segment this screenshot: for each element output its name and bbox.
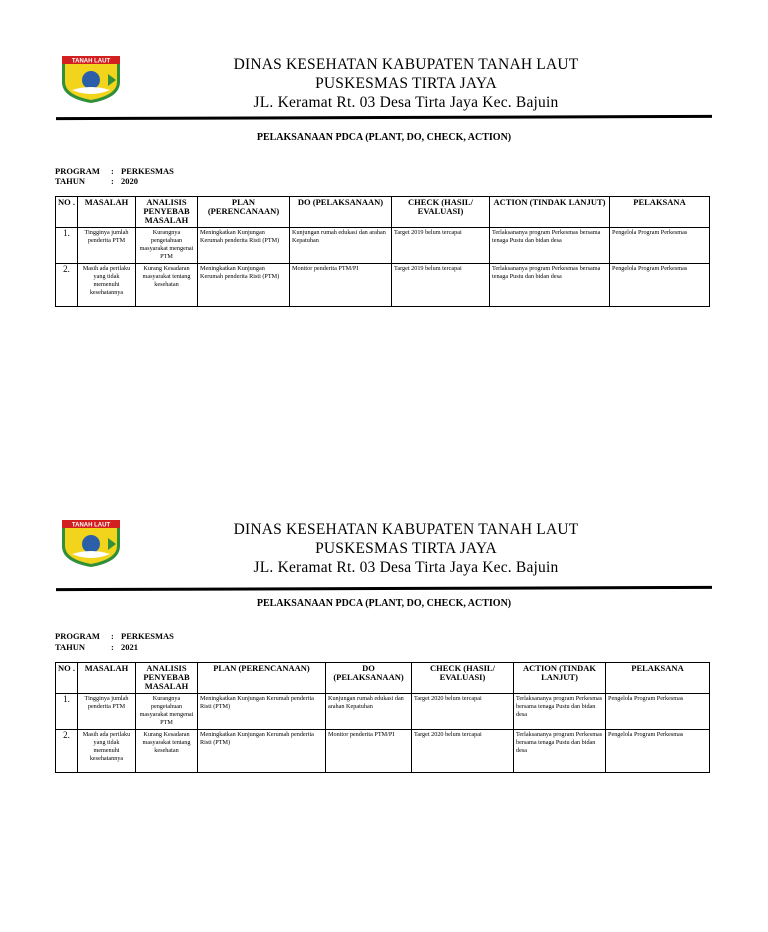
table-header-row [56,663,710,694]
col-do: DO (PELAKSANAAN) [290,197,392,228]
col-masalah: MASALAH [78,663,136,694]
address: JL. Keramat Rt. 03 Desa Tirta Jaya Kec. Bajuin [253,559,559,576]
agency-name: DINAS KESEHATAN KABUPATEN TANAH LAUT [233,521,579,538]
col-analisis: ANALISIS PENYEBAB MASALAH [136,197,198,228]
col-masalah: MASALAH [78,197,136,228]
col-do: DO (PELAKSANAAN) [326,663,412,694]
col-pelaksana: PELAKSANA [610,197,710,228]
tahun-row: TAHUN : 2020 [55,176,138,186]
col-plan: PLAN (PERENCANAAN) [198,197,290,228]
svg-text:TANAH LAUT: TANAH LAUT [71,58,111,65]
program-row: PROGRAM : PERKESMAS [55,166,174,176]
col-check: CHECK (HASIL/ EVALUASI) [392,197,490,228]
col-no: NO . [56,197,78,228]
tahun-row: TAHUN : 2021 [55,642,138,652]
table-row: 2. Masih ada perilaku yang tidak memenuhi kesehatannya Kurang Kesadaran masyarakat tentang kesehatan Meningkatkan Kunjungan Kerumah penderita Risti (PTM) Monitor penderita PTM/PI Target 2019 belum tercapai Terlaksananya program Perkesmas bersama tenaga Pustu dan bidan desa Pengelola Program Perkesmas [56,264,710,307]
address: JL. Keramat Rt. 03 Desa Tirta Jaya Kec. Bajuin [253,94,559,111]
program-row: PROGRAM : PERKESMAS [55,631,174,641]
doc-title: PELAKSANAAN PDCA (PLANT, DO, CHECK, ACTION) [256,132,512,143]
pdca-table [55,196,710,307]
header-rule [56,586,712,591]
col-plan: PLAN (PERENCANAAN) [198,663,326,694]
col-check: CHECK (HASIL/ EVALUASI) [412,663,514,694]
puskesmas-name: PUSKESMAS TIRTA JAYA [315,75,497,92]
col-analisis: ANALISIS PENYEBAB MASALAH [136,663,198,694]
doc-title: PELAKSANAAN PDCA (PLANT, DO, CHECK, ACTION) [256,598,512,609]
svg-text:TANAH LAUT: TANAH LAUT [71,522,111,529]
col-action: ACTION (TINDAK LANJUT) [514,663,606,694]
document-page-2021 [0,466,768,932]
col-no: NO . [56,663,78,694]
agency-name: DINAS KESEHATAN KABUPATEN TANAH LAUT [233,56,579,73]
header-rule [56,115,712,120]
pdca-table [55,662,710,773]
col-action: ACTION (TINDAK LANJUT) [490,197,610,228]
table-header-row [56,197,710,228]
col-pelaksana: PELAKSANA [606,663,710,694]
puskesmas-name: PUSKESMAS TIRTA JAYA [315,540,497,557]
table-row: 2. Masih ada perilaku yang tidak memenuhi kesehatannya Kurang Kesadaran masyarakat tentang kesehatan Meningkatkan Kunjungan Kerumah penderita Risti (PTM) Monitor penderita PTM/PI Target 2020 belum tercapai Terlaksananya program Perkesmas bersama tenaga Pustu dan bidan desa Pengelola Program Perkesmas [56,730,710,773]
table-row: 1. Tingginya jumlah penderita PTM Kurangnya pengetahuan masyarakat mengenai PTM Meningkatkan Kunjungan Kerumah penderita Risti (PTM) Kunjungan rumah edukasi dan arahan Kepatuhan Target 2019 belum tercapai Terlaksananya program Perkesmas bersama tenaga Pustu dan bidan desa Pengelola Program Perkesmas [56,228,710,264]
table-row: 1. Tingginya jumlah penderita PTM Kurangnya pengetahuan masyarakat mengenai PTM Meningkatkan Kunjungan Kerumah penderita Risti (PTM) Kunjungan rumah edukasi dan arahan Kepatuhan Target 2020 belum tercapai Terlaksananya program Perkesmas bersama tenaga Pustu dan bidan desa Pengelola Program Perkesmas [56,694,710,730]
